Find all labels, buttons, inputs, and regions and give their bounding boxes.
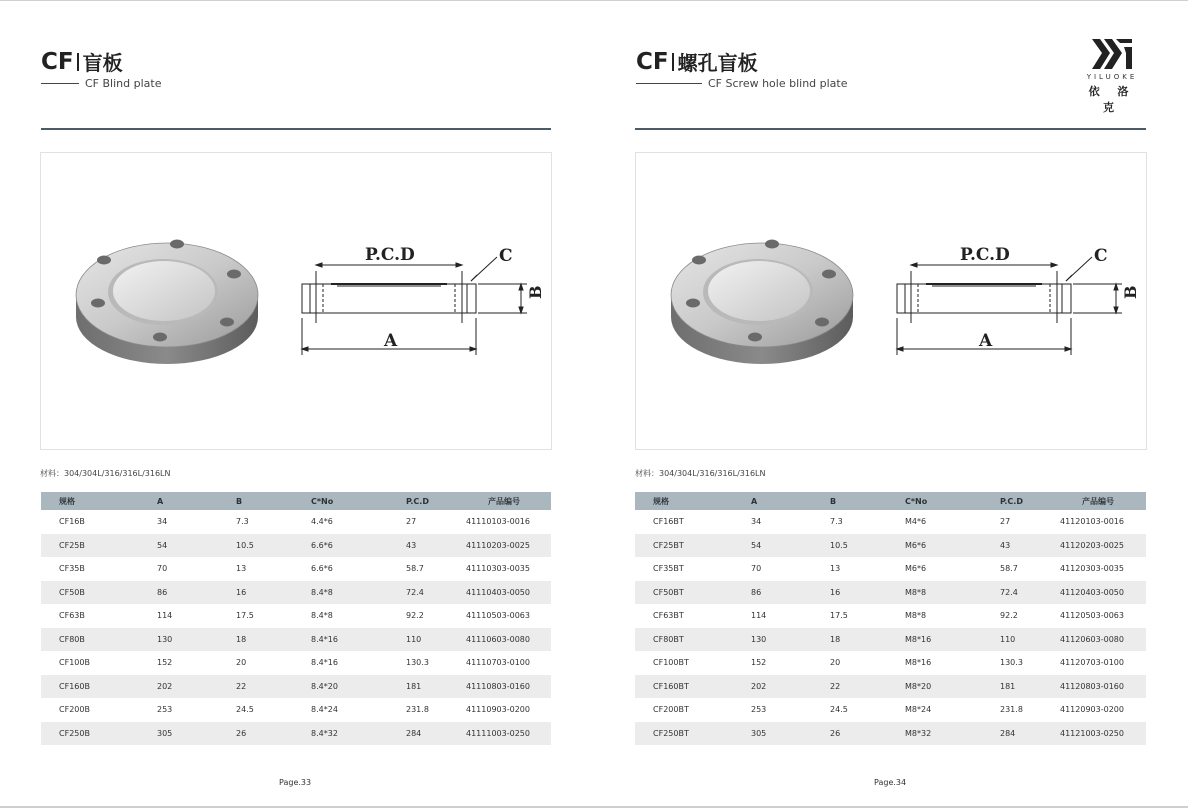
- cell-pcd: 92.2: [1000, 611, 1018, 621]
- cell-product-code: 41120503-0063: [1060, 611, 1124, 621]
- cell-spec: CF50BT: [635, 581, 751, 605]
- cell-a: 253: [751, 705, 767, 715]
- cell-b: 22: [830, 675, 905, 699]
- header-b: B: [236, 492, 311, 510]
- pcd-label: P.C.D: [365, 245, 415, 265]
- header-spec: 规格: [635, 492, 751, 510]
- table-row: [635, 698, 1146, 722]
- a-label: A: [384, 331, 398, 351]
- cell-a: 130: [157, 628, 236, 652]
- subtitle-text: CF Screw hole blind plate: [708, 77, 848, 90]
- cell-spec: CF35BT: [653, 564, 684, 574]
- cell-pcd: 72.4: [406, 581, 466, 605]
- cell-product-code: 41120103-0016: [1060, 517, 1124, 527]
- cell-product-code: 41110803-0160: [466, 675, 551, 699]
- title-separator: [77, 53, 79, 71]
- table-row: [41, 604, 551, 628]
- flange-render: [76, 240, 258, 365]
- table-row: [635, 628, 1146, 652]
- cell-b: 7.3: [236, 517, 249, 527]
- product-figure: [635, 152, 1147, 450]
- header-divider: [41, 128, 551, 130]
- cell-product-code: 41110603-0080: [466, 628, 551, 652]
- cell-product-code: 41120303-0035: [1060, 564, 1124, 574]
- cell-pcd: 130.3: [406, 658, 429, 668]
- cell-c-no: 6.6*6: [311, 564, 333, 574]
- cell-product-code: 41121003-0250: [1060, 722, 1146, 746]
- cell-a: 34: [157, 517, 168, 527]
- table-row: [41, 651, 551, 675]
- cell-a: 54: [751, 534, 830, 558]
- cell-pcd: 284: [1000, 722, 1060, 746]
- cell-a: 70: [157, 564, 168, 574]
- table-row: [635, 581, 1146, 605]
- cell-spec: CF16BT: [653, 517, 684, 527]
- cell-c-no: 8.4*16: [311, 628, 406, 652]
- cell-pcd: 43: [406, 534, 466, 558]
- cell-spec: CF160BT: [635, 675, 751, 699]
- cell-a: 152: [157, 658, 173, 668]
- cell-spec: CF160B: [41, 675, 157, 699]
- cell-product-code: 41110403-0050: [466, 581, 551, 605]
- page-title: [636, 47, 758, 76]
- spec-table: [41, 492, 551, 745]
- subtitle-dash: [636, 83, 702, 84]
- cell-a: 34: [751, 517, 762, 527]
- cell-pcd: 27: [1000, 517, 1011, 527]
- cell-product-code: 41110903-0200: [466, 705, 530, 715]
- cell-spec: CF25BT: [635, 534, 751, 558]
- table-row: [635, 510, 1146, 534]
- header-b: B: [830, 492, 905, 510]
- cell-b: 13: [236, 564, 247, 574]
- product-figure: [40, 152, 552, 450]
- cell-product-code: 41110303-0035: [466, 564, 530, 574]
- cell-a: 253: [157, 705, 173, 715]
- cell-a: 130: [751, 628, 830, 652]
- cell-c-no: M6*6: [905, 564, 927, 574]
- cell-pcd: 110: [406, 628, 466, 652]
- table-row: [635, 557, 1146, 581]
- cell-product-code: 41120703-0100: [1060, 658, 1124, 668]
- cell-b: 22: [236, 675, 311, 699]
- table-body-right: [635, 510, 1146, 745]
- cell-c-no: 8.4*8: [311, 611, 333, 621]
- cell-c-no: M4*6: [905, 517, 927, 527]
- cell-pcd: 58.7: [1000, 564, 1018, 574]
- table-row: [41, 628, 551, 652]
- cell-spec: CF35B: [59, 564, 85, 574]
- cell-a: 70: [751, 564, 762, 574]
- c-label: C: [1094, 246, 1108, 266]
- pcd-label: P.C.D: [960, 245, 1010, 265]
- header-spec: 规格: [41, 492, 157, 510]
- cell-a: 114: [157, 611, 173, 621]
- cell-c-no: M8*8: [905, 581, 1000, 605]
- header-product-code: 产品编号: [466, 492, 551, 510]
- cell-b: 7.3: [830, 517, 843, 527]
- header-c-no: C*No: [311, 492, 406, 510]
- cell-b: 16: [236, 581, 311, 605]
- cell-spec: CF100B: [59, 658, 90, 668]
- cell-spec: CF200BT: [653, 705, 689, 715]
- cell-b: 18: [830, 628, 905, 652]
- table-row: [635, 651, 1146, 675]
- cell-b: 17.5: [830, 611, 848, 621]
- cell-a: 305: [157, 722, 236, 746]
- cell-c-no: M6*6: [905, 534, 1000, 558]
- cell-pcd: 27: [406, 517, 417, 527]
- cell-pcd: 110: [1000, 628, 1060, 652]
- cell-c-no: 8.4*16: [311, 658, 338, 668]
- table-row: [41, 698, 551, 722]
- table-row: [41, 722, 551, 746]
- cell-product-code: 41120403-0050: [1060, 581, 1146, 605]
- cell-spec: CF63B: [59, 611, 85, 621]
- table-body-left: [41, 510, 551, 745]
- table-row: [635, 722, 1146, 746]
- cell-b: 20: [236, 658, 247, 668]
- page-subtitle: [636, 77, 848, 90]
- cell-product-code: 41110103-0016: [466, 517, 530, 527]
- cell-spec: CF250BT: [635, 722, 751, 746]
- cell-pcd: 92.2: [406, 611, 424, 621]
- cell-b: 24.5: [236, 705, 254, 715]
- cell-pcd: 231.8: [1000, 705, 1023, 715]
- cell-b: 16: [830, 581, 905, 605]
- header-a: A: [751, 492, 830, 510]
- cell-product-code: 41120603-0080: [1060, 628, 1146, 652]
- cell-a: 152: [751, 658, 767, 668]
- material-note: 材料：304/304L/316/316L/316LN: [40, 469, 171, 478]
- material-note: 材料：304/304L/316/316L/316LN: [635, 469, 766, 478]
- cell-spec: CF16B: [59, 517, 85, 527]
- header-product-code: 产品编号: [1060, 492, 1146, 510]
- table-row: [41, 557, 551, 581]
- table-row: [635, 534, 1146, 558]
- cell-pcd: 181: [1000, 675, 1060, 699]
- brand-logo: [1080, 37, 1144, 115]
- table-row: [635, 604, 1146, 628]
- cell-a: 114: [751, 611, 767, 621]
- b-label: B: [526, 285, 545, 299]
- header-pcd: P.C.D: [1000, 492, 1060, 510]
- cell-a: 86: [157, 581, 236, 605]
- table-header-row: [635, 492, 1146, 510]
- cell-pcd: 130.3: [1000, 658, 1023, 668]
- cell-pcd: 284: [406, 722, 466, 746]
- technical-drawing: [302, 245, 545, 355]
- cell-a: 305: [751, 722, 830, 746]
- cell-product-code: 41111003-0250: [466, 722, 551, 746]
- cell-pcd: 181: [406, 675, 466, 699]
- cell-a: 202: [157, 675, 236, 699]
- page-number: Page.33: [279, 778, 312, 787]
- flange-render: [671, 240, 853, 365]
- cell-product-code: 41120803-0160: [1060, 675, 1146, 699]
- cell-b: 18: [236, 628, 311, 652]
- subtitle-text: CF Blind plate: [85, 77, 162, 90]
- title-separator: [672, 53, 674, 71]
- title-cf: CF: [636, 48, 669, 75]
- table-row: [41, 675, 551, 699]
- cell-c-no: 8.4*20: [311, 675, 406, 699]
- cell-c-no: 8.4*8: [311, 581, 406, 605]
- technical-drawing: [897, 245, 1140, 355]
- logo-mark-icon: [1090, 37, 1134, 71]
- cell-spec: CF200B: [59, 705, 90, 715]
- cell-c-no: M8*20: [905, 675, 1000, 699]
- cell-c-no: M8*16: [905, 658, 932, 668]
- title-cf: CF: [41, 48, 74, 75]
- a-label: A: [979, 331, 993, 351]
- cell-product-code: 41110503-0063: [466, 611, 530, 621]
- header-divider: [635, 128, 1146, 130]
- header-c-no: C*No: [905, 492, 1000, 510]
- table-row: [41, 510, 551, 534]
- cell-spec: CF63BT: [653, 611, 684, 621]
- page-title: [41, 47, 123, 76]
- header-a: A: [157, 492, 236, 510]
- cell-spec: CF100BT: [653, 658, 689, 668]
- title-chinese: 盲板: [82, 51, 123, 75]
- logo-latin-name: YILUOKE: [1086, 73, 1138, 81]
- cell-a: 86: [751, 581, 830, 605]
- cell-b: 10.5: [236, 534, 311, 558]
- spec-table: [635, 492, 1146, 745]
- cell-a: 202: [751, 675, 830, 699]
- header-pcd: P.C.D: [406, 492, 466, 510]
- cell-product-code: 41110203-0025: [466, 534, 551, 558]
- cell-product-code: 41110703-0100: [466, 658, 530, 668]
- logo-chinese-name: 依 洛 克: [1088, 85, 1136, 114]
- cell-b: 13: [830, 564, 841, 574]
- cell-c-no: 8.4*32: [311, 722, 406, 746]
- cell-b: 17.5: [236, 611, 254, 621]
- page-subtitle: [41, 77, 161, 90]
- cell-c-no: M8*16: [905, 628, 1000, 652]
- cell-c-no: 8.4*24: [311, 705, 338, 715]
- cell-c-no: M8*8: [905, 611, 927, 621]
- cell-c-no: M8*24: [905, 705, 932, 715]
- b-label: B: [1121, 285, 1140, 299]
- c-label: C: [499, 246, 513, 266]
- cell-product-code: 41120203-0025: [1060, 534, 1146, 558]
- title-chinese: 螺孔盲板: [677, 51, 758, 75]
- cell-c-no: M8*32: [905, 722, 1000, 746]
- cell-b: 26: [830, 722, 905, 746]
- cell-pcd: 58.7: [406, 564, 424, 574]
- cell-b: 24.5: [830, 705, 848, 715]
- cell-pcd: 231.8: [406, 705, 429, 715]
- screw-hole-blind-plate-illustration: [636, 153, 1146, 449]
- cell-pcd: 72.4: [1000, 581, 1060, 605]
- table-row: [41, 581, 551, 605]
- cell-c-no: 4.4*6: [311, 517, 333, 527]
- blind-plate-illustration: [41, 153, 551, 449]
- cell-pcd: 43: [1000, 534, 1060, 558]
- cell-spec: CF80B: [41, 628, 157, 652]
- subtitle-dash: [41, 83, 79, 84]
- cell-product-code: 41120903-0200: [1060, 705, 1124, 715]
- cell-spec: CF250B: [41, 722, 157, 746]
- table-header-row: [41, 492, 551, 510]
- catalog-page-right: [594, 0, 1188, 808]
- cell-b: 26: [236, 722, 311, 746]
- cell-b: 10.5: [830, 534, 905, 558]
- cell-spec: CF50B: [41, 581, 157, 605]
- table-row: [635, 675, 1146, 699]
- page-number: Page.34: [874, 778, 907, 787]
- cell-spec: CF80BT: [635, 628, 751, 652]
- cell-a: 54: [157, 534, 236, 558]
- cell-c-no: 6.6*6: [311, 534, 406, 558]
- cell-b: 20: [830, 658, 841, 668]
- cell-spec: CF25B: [41, 534, 157, 558]
- table-row: [41, 534, 551, 558]
